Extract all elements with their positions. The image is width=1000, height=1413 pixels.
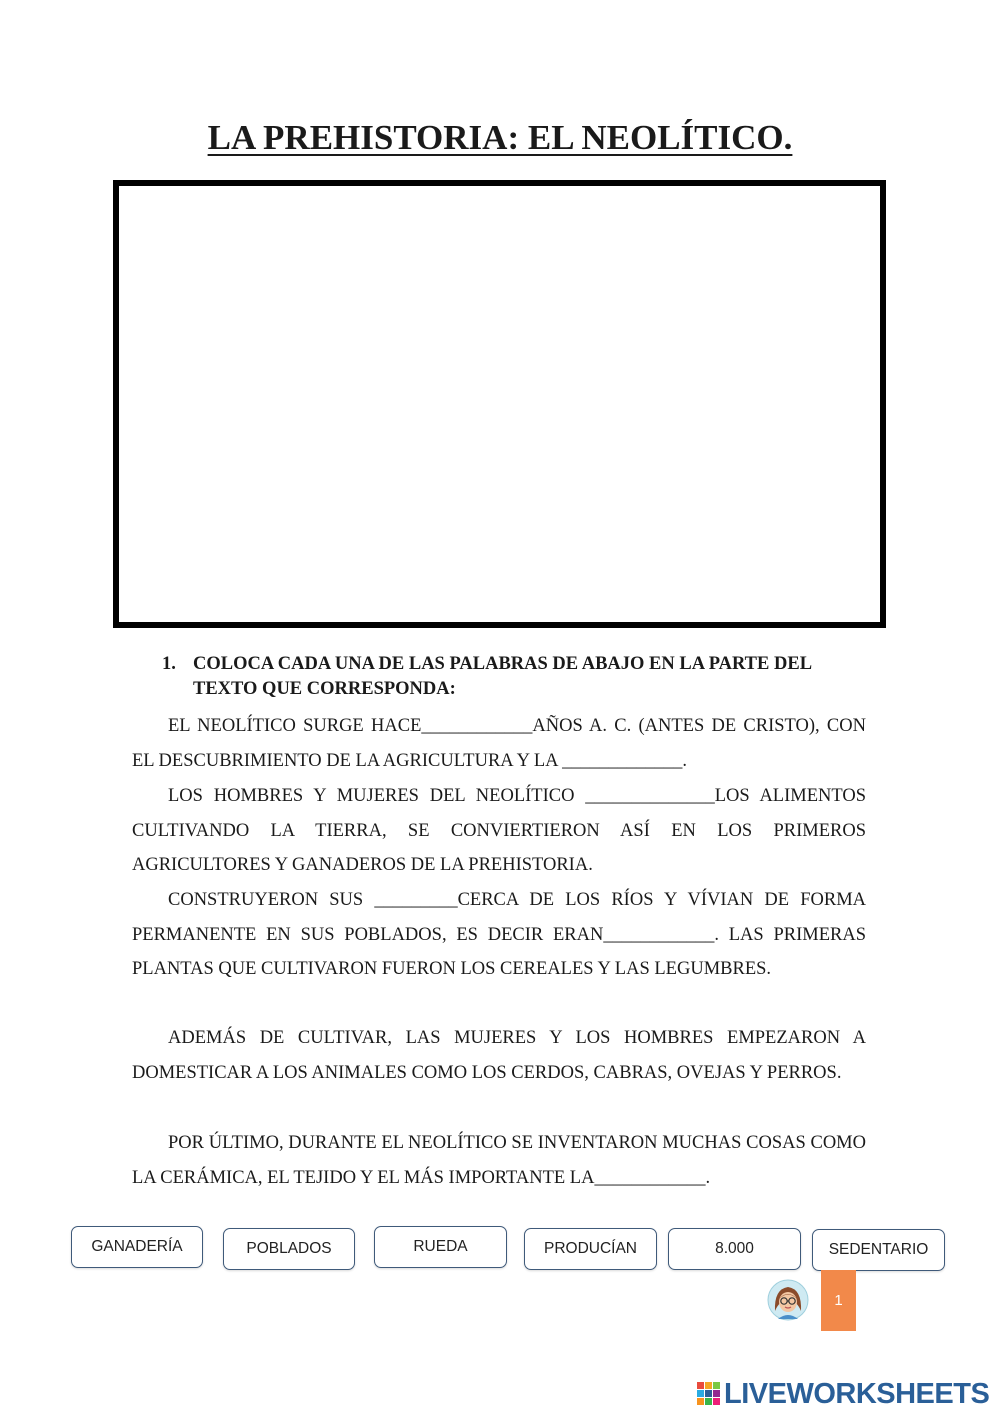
page-number-tab[interactable]: 1 [821, 1270, 856, 1331]
word-chip-poblados[interactable]: POBLADOS [223, 1228, 355, 1270]
liveworksheets-logo-icon [697, 1382, 721, 1406]
brand-name: LIVEWORKSHEETS [724, 1377, 990, 1410]
instruction-text: COLOCA CADA UNA DE LAS PALABRAS DE ABAJO EN LA PARTE DEL TEXTO QUE CORRESPONDA: [193, 654, 812, 699]
paragraph-3: CONSTRUYERON SUS _________CERCA DE LOS RÍOS Y VÍVIAN DE FORMA PERMANENTE EN SUS POBLADOS, ES DECIR ERAN____________. LAS PRIMERAS PLANTAS QUE CULTIVARON FUERON LOS CEREALES Y LAS LEGUMBRES. [132, 890, 866, 980]
paragraph-1: EL NEOLÍTICO SURGE HACE____________AÑOS A. C. (ANTES DE CRISTO), CON EL DESCUBRIMIENTO DE LA AGRICULTURA Y LA _____________. [132, 716, 866, 771]
paragraph-4: ADEMÁS DE CULTIVAR, LAS MUJERES Y LOS HOMBRES EMPEZARON A DOMESTICAR A LOS ANIMALES COMO LOS CERDOS, CABRAS, OVEJAS Y PERROS. [132, 1028, 866, 1083]
word-chip-ganaderia[interactable]: GANADERÍA [71, 1226, 203, 1268]
paragraph-5: POR ÚLTIMO, DURANTE EL NEOLÍTICO SE INVENTARON MUCHAS COSAS COMO LA CERÁMICA, EL TEJIDO Y EL MÁS IMPORTANTE LA____________. [132, 1133, 866, 1188]
word-chip-8000[interactable]: 8.000 [668, 1228, 801, 1270]
word-chip-sedentario[interactable]: SEDENTARIO [812, 1229, 945, 1271]
brand-logo [697, 1378, 989, 1410]
instruction-number: 1. [162, 654, 176, 674]
paragraph-2: LOS HOMBRES Y MUJERES DEL NEOLÍTICO ______________LOS ALIMENTOS CULTIVANDO LA TIERRA, SE CONVIERTIERON ASÍ EN LOS PRIMEROS AGRICULTORES Y GANADEROS DE LA PREHISTORIA. [132, 786, 866, 876]
image-placeholder-frame [113, 180, 886, 628]
page-title: LA PREHISTORIA: EL NEOLÍTICO. [207, 118, 793, 157]
teacher-avatar-icon[interactable] [767, 1279, 809, 1321]
word-chip-rueda[interactable]: RUEDA [374, 1226, 507, 1268]
word-chip-producian[interactable]: PRODUCÍAN [524, 1228, 657, 1270]
